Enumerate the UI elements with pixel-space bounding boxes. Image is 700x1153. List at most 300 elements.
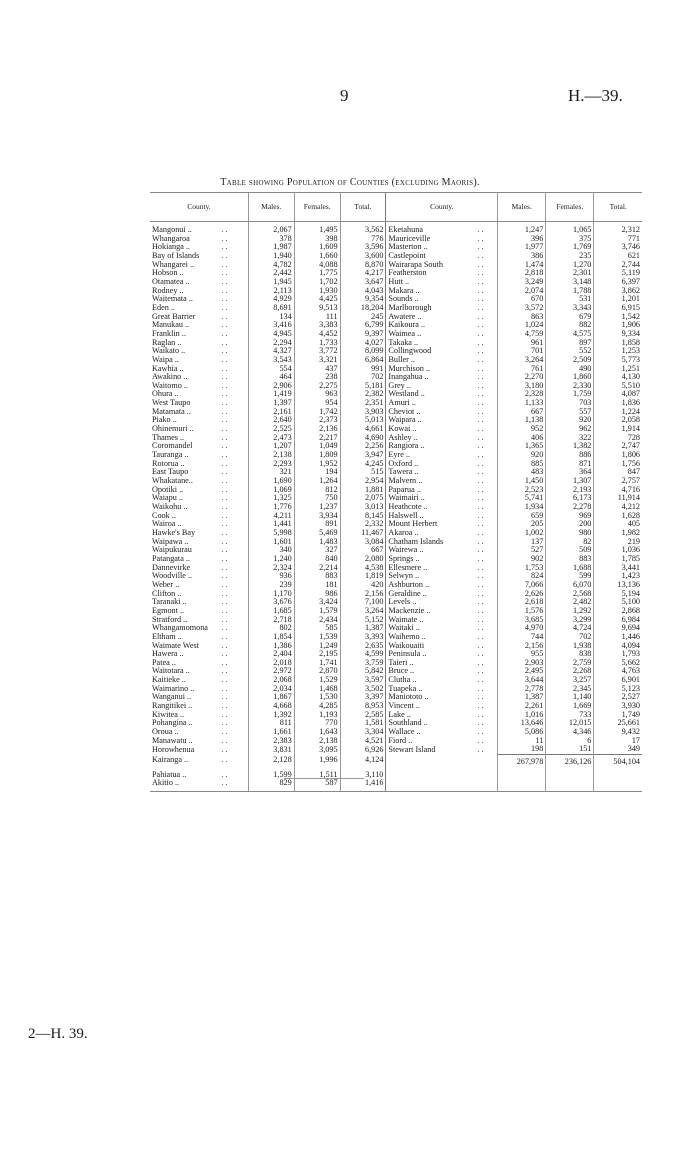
county-name: Springs .. bbox=[386, 555, 475, 564]
county-name: Kairanga .. bbox=[152, 755, 189, 765]
leader-dots: . . bbox=[221, 736, 228, 745]
county-name: Waihemo .. bbox=[386, 633, 475, 642]
total-value: 5,119 bbox=[594, 269, 642, 278]
county-name: Kaikoura .. bbox=[386, 321, 475, 330]
total-value: 1,914 bbox=[594, 425, 642, 434]
males-value: 1,069 bbox=[248, 486, 294, 495]
leader-dots: . . bbox=[221, 251, 228, 260]
total-value: 1,756 bbox=[594, 460, 642, 469]
table-row bbox=[150, 659, 642, 668]
county-name: Ellesmere .. bbox=[386, 564, 475, 573]
population-table bbox=[150, 192, 642, 792]
males-value: 396 bbox=[498, 235, 546, 244]
county-name: Cheviot .. bbox=[386, 408, 475, 417]
males-value: 863 bbox=[498, 313, 546, 322]
county-name: Raglan .. bbox=[152, 338, 182, 347]
females-value: 3,424 bbox=[294, 598, 340, 607]
males-value: 811 bbox=[248, 719, 294, 728]
females-value: 770 bbox=[294, 719, 340, 728]
county-name: Rotorua .. bbox=[152, 459, 185, 468]
males-value: 554 bbox=[248, 365, 294, 374]
leader-dots: . . bbox=[477, 485, 484, 494]
leader-dots: . . bbox=[477, 554, 484, 563]
leader-dots: . . bbox=[477, 598, 484, 607]
females-value: 920 bbox=[546, 416, 594, 425]
county-name: Peninsula .. bbox=[386, 650, 475, 659]
males-value: 198 bbox=[498, 745, 546, 754]
males-value: 2,404 bbox=[248, 650, 294, 659]
total-value: 420 bbox=[340, 581, 386, 590]
females-value: 531 bbox=[546, 295, 594, 304]
females-value: 437 bbox=[294, 365, 340, 374]
county-name: Weber .. bbox=[152, 580, 180, 589]
county-name: Ashley .. bbox=[386, 434, 475, 443]
leader-dots: . . bbox=[477, 702, 484, 711]
females-value: 883 bbox=[294, 572, 340, 581]
total-value: 9,334 bbox=[594, 330, 642, 339]
males-value: 1,776 bbox=[248, 503, 294, 512]
females-value: 838 bbox=[546, 650, 594, 659]
county-name: Wairarapa South bbox=[386, 261, 475, 270]
females-value: 962 bbox=[546, 425, 594, 434]
county-name: Cook .. bbox=[152, 511, 176, 520]
females-value: 1,529 bbox=[294, 676, 340, 685]
grand-total-total: 504,104 bbox=[594, 755, 642, 771]
total-value: 2,954 bbox=[340, 477, 386, 486]
males-value: 1,854 bbox=[248, 633, 294, 642]
leader-dots: . . bbox=[221, 451, 228, 460]
total-value: 3,441 bbox=[594, 564, 642, 573]
males-header-left: Males. bbox=[248, 193, 294, 222]
leader-dots: . . bbox=[221, 364, 228, 373]
total-value: 9,432 bbox=[594, 728, 642, 737]
leader-dots: . . bbox=[477, 572, 484, 581]
total-value: 6,926 bbox=[340, 745, 386, 754]
females-value: 235 bbox=[546, 252, 594, 261]
county-name: Franklin .. bbox=[152, 329, 186, 338]
table-row bbox=[150, 330, 642, 339]
county-name: Matamata .. bbox=[152, 407, 191, 416]
table-row bbox=[150, 460, 642, 469]
leader-dots: . . bbox=[221, 269, 228, 278]
county-name: Hokianga .. bbox=[152, 243, 190, 252]
males-value: 1,601 bbox=[248, 538, 294, 547]
total-value: 4,521 bbox=[340, 737, 386, 746]
total-value: 4,661 bbox=[340, 425, 386, 434]
leader-dots: . . bbox=[477, 355, 484, 364]
females-value: 490 bbox=[546, 365, 594, 374]
total-value: 3,759 bbox=[340, 659, 386, 668]
females-value: 82 bbox=[546, 538, 594, 547]
leader-dots: . . bbox=[221, 373, 228, 382]
total-value: 5,123 bbox=[594, 685, 642, 694]
county-name: Clutha .. bbox=[386, 676, 475, 685]
total-value: 8,099 bbox=[340, 347, 386, 356]
table-row bbox=[150, 408, 642, 417]
leader-dots: . . bbox=[221, 459, 228, 468]
females-value: 2,870 bbox=[294, 667, 340, 676]
males-value: 386 bbox=[498, 252, 546, 261]
county-name: Mackenzie .. bbox=[386, 607, 475, 616]
males-value: 137 bbox=[498, 538, 546, 547]
males-value: 2,442 bbox=[248, 269, 294, 278]
table-row bbox=[150, 572, 642, 581]
leader-dots: . . bbox=[221, 572, 228, 581]
males-value: 3,416 bbox=[248, 321, 294, 330]
females-value: 2,434 bbox=[294, 616, 340, 625]
females-value: 702 bbox=[546, 633, 594, 642]
total-value: 6,799 bbox=[340, 321, 386, 330]
males-value: 1,002 bbox=[498, 529, 546, 538]
leader-dots: . . bbox=[221, 641, 228, 650]
total-value: 4,599 bbox=[340, 650, 386, 659]
total-value: 25,661 bbox=[594, 719, 642, 728]
males-value: 3,543 bbox=[248, 356, 294, 365]
total-value: 219 bbox=[594, 538, 642, 547]
females-value: 151 bbox=[546, 745, 594, 754]
leader-dots: . . bbox=[221, 286, 228, 295]
females-value: 2,278 bbox=[546, 503, 594, 512]
leader-dots: . . bbox=[221, 433, 228, 442]
males-value: 3,180 bbox=[498, 382, 546, 391]
males-value: 1,386 bbox=[248, 642, 294, 651]
leader-dots: . . bbox=[477, 658, 484, 667]
leader-dots: . . bbox=[477, 312, 484, 321]
leader-dots: . . bbox=[477, 719, 484, 728]
females-value: 1,292 bbox=[546, 607, 594, 616]
males-value: 2,156 bbox=[498, 642, 546, 651]
table-row bbox=[150, 702, 642, 711]
males-value: 1,867 bbox=[248, 693, 294, 702]
males-value: 2,067 bbox=[248, 222, 294, 235]
county-header-left: County. bbox=[150, 193, 248, 222]
leader-dots: . . bbox=[221, 598, 228, 607]
leader-dots: . . bbox=[221, 606, 228, 615]
females-value: 897 bbox=[546, 339, 594, 348]
leader-dots: . . bbox=[477, 693, 484, 702]
total-value: 3,304 bbox=[340, 728, 386, 737]
total-value: 4,130 bbox=[594, 373, 642, 382]
grand-total-males: 267,978 bbox=[498, 755, 546, 771]
females-value: 1,579 bbox=[294, 607, 340, 616]
total-value: 3,264 bbox=[340, 607, 386, 616]
table-row bbox=[150, 520, 642, 529]
females-value: 1,860 bbox=[546, 373, 594, 382]
county-name: Tawera .. bbox=[386, 468, 475, 477]
county-name: Pohangina .. bbox=[152, 719, 193, 728]
county-name: Wairoa .. bbox=[152, 520, 182, 529]
females-value: 3,321 bbox=[294, 356, 340, 365]
females-value: 679 bbox=[546, 313, 594, 322]
males-value: 670 bbox=[498, 295, 546, 304]
females-value: 883 bbox=[546, 555, 594, 564]
county-name: Westland .. bbox=[386, 390, 475, 399]
leader-dots: . . bbox=[221, 520, 228, 529]
table-row bbox=[150, 261, 642, 270]
county-name: Oroua .. bbox=[152, 728, 179, 737]
total-value: 5,662 bbox=[594, 659, 642, 668]
table-row bbox=[150, 667, 642, 676]
total-value: 1,446 bbox=[594, 633, 642, 642]
total-value: 349 bbox=[594, 745, 642, 754]
leader-dots: . . bbox=[477, 503, 484, 511]
females-value: 375 bbox=[546, 235, 594, 244]
leader-dots: . . bbox=[221, 710, 228, 719]
leader-dots: . . bbox=[477, 390, 484, 399]
females-value: 2,136 bbox=[294, 425, 340, 434]
females-value: 2,301 bbox=[546, 269, 594, 278]
county-name: Manawatu .. bbox=[152, 736, 193, 745]
males-value: 1,987 bbox=[248, 243, 294, 252]
total-value: 1,749 bbox=[594, 711, 642, 720]
leader-dots: . . bbox=[477, 520, 484, 529]
total-value: 4,538 bbox=[340, 564, 386, 573]
females-value: 2,195 bbox=[294, 650, 340, 659]
males-value: 11 bbox=[498, 737, 546, 746]
county-name: Bay of Islands bbox=[152, 251, 200, 260]
males-value: 2,818 bbox=[498, 269, 546, 278]
table-row bbox=[150, 685, 642, 694]
males-value: 1,016 bbox=[498, 711, 546, 720]
leader-dots: . . bbox=[221, 554, 228, 563]
females-value: 1,249 bbox=[294, 642, 340, 651]
females-value: 1,809 bbox=[294, 451, 340, 460]
males-value: 701 bbox=[498, 347, 546, 356]
county-name: Whakatane.. bbox=[152, 477, 193, 486]
table-row bbox=[150, 538, 642, 547]
table-row bbox=[150, 222, 642, 235]
county-name: Stratford .. bbox=[152, 615, 188, 624]
county-name: Featherston bbox=[386, 269, 475, 278]
total-value: 4,217 bbox=[340, 269, 386, 278]
females-value: 1,769 bbox=[546, 243, 594, 252]
leader-dots: . . bbox=[221, 650, 228, 659]
document-code: H.—39. bbox=[568, 86, 623, 105]
county-name: Waitotara .. bbox=[152, 667, 190, 676]
females-value: 1,065 bbox=[546, 222, 594, 235]
county-name: Kawhia .. bbox=[152, 364, 184, 373]
females-value: 398 bbox=[294, 235, 340, 244]
county-name: Fiord .. bbox=[386, 737, 475, 746]
total-value: 1,036 bbox=[594, 546, 642, 555]
county-name: Wanganui .. bbox=[152, 693, 192, 702]
males-value: 1,977 bbox=[498, 243, 546, 252]
page-number: 9 bbox=[340, 86, 349, 105]
females-value: 886 bbox=[546, 451, 594, 460]
females-value: 3,934 bbox=[294, 512, 340, 521]
leader-dots: . . bbox=[477, 580, 484, 589]
males-value: 1,207 bbox=[248, 442, 294, 451]
leader-dots: . . bbox=[477, 745, 484, 754]
males-value: 4,970 bbox=[498, 624, 546, 633]
total-value: 728 bbox=[594, 434, 642, 443]
total-value: 2,312 bbox=[594, 222, 642, 235]
leader-dots: . . bbox=[477, 251, 484, 260]
females-value bbox=[546, 779, 594, 791]
females-value: 4,346 bbox=[546, 728, 594, 737]
leader-dots: . . bbox=[477, 546, 484, 555]
males-value: 2,328 bbox=[498, 390, 546, 399]
county-name: Otamatea .. bbox=[152, 277, 190, 286]
total-value: 4,716 bbox=[594, 486, 642, 495]
county-name: Lake .. bbox=[386, 711, 475, 720]
males-value: 2,495 bbox=[498, 667, 546, 676]
county-name: Mauriceville bbox=[386, 235, 475, 244]
females-value: 1,495 bbox=[294, 222, 340, 235]
table-row bbox=[150, 642, 642, 651]
leader-dots: . . bbox=[477, 243, 484, 252]
leader-dots: . . bbox=[477, 442, 484, 451]
leader-dots: . . bbox=[477, 399, 484, 408]
county-name: Taranaki .. bbox=[152, 598, 187, 607]
males-value: 2,161 bbox=[248, 408, 294, 417]
females-value: 327 bbox=[294, 546, 340, 555]
total-value: 515 bbox=[340, 468, 386, 477]
county-name: Tauranga .. bbox=[152, 451, 189, 460]
leader-dots: . . bbox=[221, 624, 228, 633]
leader-dots: . . bbox=[221, 399, 228, 408]
county-name: Maniototo .. bbox=[386, 693, 475, 702]
total-value: 1,423 bbox=[594, 572, 642, 581]
total-header-right: Total. bbox=[594, 193, 642, 222]
males-value: 1,441 bbox=[248, 520, 294, 529]
leader-dots: . . bbox=[477, 494, 484, 503]
total-value: 5,181 bbox=[340, 382, 386, 391]
total-value: 2,058 bbox=[594, 416, 642, 425]
males-value: 2,128 bbox=[248, 755, 294, 771]
males-value: 378 bbox=[248, 235, 294, 244]
males-value: 885 bbox=[498, 460, 546, 469]
county-name: Great Barrier bbox=[152, 312, 196, 321]
county-name: Waitemata .. bbox=[152, 295, 193, 304]
total-value: 3,013 bbox=[340, 503, 386, 512]
county-name: Whangarei .. bbox=[152, 260, 195, 269]
leader-dots: . . bbox=[477, 563, 484, 572]
total-value: 4,763 bbox=[594, 667, 642, 676]
males-value: 952 bbox=[498, 425, 546, 434]
females-value: 1,996 bbox=[294, 755, 340, 771]
females-value: 4,575 bbox=[546, 330, 594, 339]
females-value: 891 bbox=[294, 520, 340, 529]
leader-dots: . . bbox=[221, 528, 228, 537]
county-name: Waimate .. bbox=[386, 616, 475, 625]
leader-dots: . . bbox=[219, 779, 248, 791]
total-value: 2,635 bbox=[340, 642, 386, 651]
males-value: 5,086 bbox=[498, 728, 546, 737]
county-name: Waimate West bbox=[152, 641, 199, 650]
males-value: 464 bbox=[248, 373, 294, 382]
county-name: Waipukurau bbox=[152, 546, 192, 555]
leader-dots: . . bbox=[221, 755, 228, 765]
table-row bbox=[150, 616, 642, 625]
total-value: 1,628 bbox=[594, 512, 642, 521]
leader-dots: . . bbox=[221, 719, 228, 728]
total-value: 3,746 bbox=[594, 243, 642, 252]
total-value: 3,596 bbox=[340, 243, 386, 252]
females-value: 963 bbox=[294, 390, 340, 399]
males-value: 2,294 bbox=[248, 339, 294, 348]
females-value: 2,138 bbox=[294, 737, 340, 746]
total-value: 3,397 bbox=[340, 693, 386, 702]
males-value: 1,325 bbox=[248, 494, 294, 503]
table-row bbox=[150, 745, 642, 754]
leader-dots: . . bbox=[221, 390, 228, 399]
county-name: Woodville .. bbox=[152, 572, 193, 581]
leader-dots: . . bbox=[221, 580, 228, 589]
males-value: 1,419 bbox=[248, 390, 294, 399]
county-name: Paparua .. bbox=[386, 486, 475, 495]
females-value: 840 bbox=[294, 555, 340, 564]
county-name: Stewart Island bbox=[386, 745, 475, 754]
males-value: 527 bbox=[498, 546, 546, 555]
females-value: 200 bbox=[546, 520, 594, 529]
table-row bbox=[150, 382, 642, 391]
females-value: 1,643 bbox=[294, 728, 340, 737]
county-name: Ashburton .. bbox=[386, 581, 475, 590]
leader-dots: . . bbox=[477, 736, 484, 745]
leader-dots: . . bbox=[477, 286, 484, 295]
total-value: 3,562 bbox=[340, 222, 386, 235]
total-value: 1,542 bbox=[594, 313, 642, 322]
females-value: 1,742 bbox=[294, 408, 340, 417]
closing-rule bbox=[284, 778, 364, 779]
females-value: 557 bbox=[546, 408, 594, 417]
total-value: 5,773 bbox=[594, 356, 642, 365]
females-value: 2,373 bbox=[294, 416, 340, 425]
total-value: 9,397 bbox=[340, 330, 386, 339]
county-name: Wallace .. bbox=[386, 728, 475, 737]
county-name: Hawera .. bbox=[152, 650, 184, 659]
total-value: 1,387 bbox=[340, 624, 386, 633]
leader-dots: . . bbox=[221, 511, 228, 520]
females-value: 1,788 bbox=[546, 287, 594, 296]
leader-dots: . . bbox=[477, 676, 484, 685]
county-name: Waitomo .. bbox=[152, 381, 188, 390]
leader-dots: . . bbox=[221, 338, 228, 347]
county-name: Kowai .. bbox=[386, 425, 475, 434]
males-value: 2,261 bbox=[498, 702, 546, 711]
county-name: Castlepoint bbox=[386, 252, 475, 261]
leader-dots: . . bbox=[477, 667, 484, 676]
table-row bbox=[150, 650, 642, 659]
table-row bbox=[150, 693, 642, 702]
table-row bbox=[150, 287, 642, 296]
total-value: 847 bbox=[594, 468, 642, 477]
females-value: 1,930 bbox=[294, 287, 340, 296]
females-value: 181 bbox=[294, 581, 340, 590]
females-value: 871 bbox=[546, 460, 594, 469]
leader-dots: . . bbox=[477, 269, 484, 278]
females-value: 3,772 bbox=[294, 347, 340, 356]
females-value: 1,688 bbox=[546, 564, 594, 573]
males-value: 802 bbox=[248, 624, 294, 633]
females-value: 599 bbox=[546, 572, 594, 581]
county-name: East Taupo bbox=[152, 468, 189, 477]
total-value: 776 bbox=[340, 235, 386, 244]
males-value: 7,066 bbox=[498, 581, 546, 590]
total-value: 991 bbox=[340, 365, 386, 374]
county-header-right: County. bbox=[386, 193, 498, 222]
table-row bbox=[150, 581, 642, 590]
table-row bbox=[150, 598, 642, 607]
females-value: 733 bbox=[546, 711, 594, 720]
grand-total-row bbox=[150, 755, 642, 771]
males-value: 4,945 bbox=[248, 330, 294, 339]
males-value: 824 bbox=[498, 572, 546, 581]
leader-dots: . . bbox=[221, 260, 228, 269]
leader-dots: . . bbox=[221, 303, 228, 312]
table-row bbox=[150, 633, 642, 642]
